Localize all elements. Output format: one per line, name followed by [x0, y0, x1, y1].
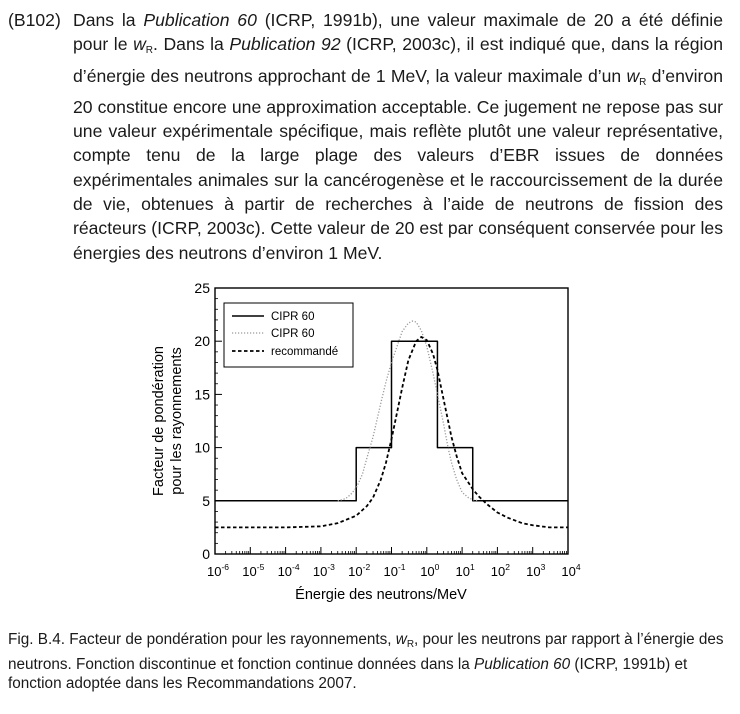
text-segment: d’environ 20 constitue encore une approximation acceptable. Ce jugement ne repose pas sur une valeur expérimentale spécifique, mais reflète plutôt une valeur représentative, compte tenu de la large plage des valeurs d’EBR issues de données expérimentales animales sur la cancérogenèse et le raccourcissement de la durée de vie, obtenues à partir de recherches à l’aide de neutrons de fission des réacteurs (ICRP, 2003c). Cette valeur de 20 est par conséquent conservée pour les énergies des neutrons d’environ 1 MeV. — [73, 65, 723, 263]
legend-label: CIPR 60 — [271, 311, 315, 323]
legend-label: recommandé — [271, 346, 339, 358]
x-tick-label: $10^0$ — [420, 562, 440, 579]
text-segment: (ICRP, 2003c), il est indiqué que, dans la région d’énergie des neutrons approchant de 1 MeV, la valeur maximale d’un — [73, 34, 723, 86]
paragraph-number: (B102) — [8, 10, 61, 30]
x-tick-label: $10^4$ — [561, 562, 581, 579]
y-tick-label: 20 — [194, 333, 210, 350]
x-tick-label: $10^{-4}$ — [277, 562, 300, 579]
text-segment: (ICRP, 1991b) et fonction adoptée dans les Recommandations 2007. — [8, 655, 688, 693]
x-tick-label: $10^3$ — [526, 562, 546, 579]
text-segment: Dans la — [73, 10, 144, 30]
figure-caption — [8, 630, 726, 694]
wr-subscript: R — [406, 639, 415, 650]
publication-title: Publication 60 — [474, 655, 571, 673]
y-tick-label: 15 — [194, 386, 210, 403]
wr-subscript: R — [639, 76, 647, 88]
legend — [224, 303, 353, 367]
x-tick-labels — [207, 562, 581, 579]
text-segment: . Dans la — [153, 34, 230, 55]
x-tick-label: $10^{-6}$ — [206, 562, 230, 579]
text-segment: Fig. B.4. Facteur de pondération pour les rayonnements, — [8, 631, 396, 648]
paragraph-b102 — [8, 8, 723, 265]
y-tick-label: 5 — [202, 492, 210, 509]
x-axis-label: Énergie des neutrons/MeV — [295, 587, 467, 603]
y-tick-label: 0 — [202, 546, 210, 562]
paragraph-body — [73, 8, 723, 265]
wr-symbol: w — [395, 631, 407, 648]
publication-title: Publication 92 — [229, 34, 341, 55]
wr-subscript: R — [145, 45, 154, 57]
publication-title: Publication 60 — [143, 10, 257, 30]
x-tick-label: $10^1$ — [455, 562, 475, 579]
wr-symbol: w — [133, 34, 146, 55]
y-axis-label-line1: Facteur de pondération — [151, 346, 167, 496]
x-tick-label: $10^2$ — [490, 562, 511, 579]
series-line-dotted — [338, 321, 479, 501]
x-tick-label: $10^{-5}$ — [242, 562, 265, 579]
y-tick-label: 25 — [194, 280, 210, 296]
x-tick-label: $10^{-2}$ — [348, 562, 371, 579]
y-tick-labels — [194, 280, 210, 562]
legend-label: CIPR 60 — [271, 328, 315, 340]
text-segment: , pour les neutrons par rapport à l’énergie des neutrons. Fonction discontinue et fonction continue données dans la — [8, 631, 724, 673]
y-axis-label-line2: pour les rayonnements — [169, 347, 185, 495]
x-tick-label: $10^{-1}$ — [383, 562, 406, 579]
text-segment: (ICRP, 1991b), une valeur maximale de 20 a été définie pour le — [73, 10, 723, 55]
wr-symbol: w — [626, 65, 640, 86]
chart — [0, 270, 740, 615]
y-tick-label: 10 — [194, 439, 210, 456]
x-tick-label: $10^{-3}$ — [312, 562, 335, 579]
